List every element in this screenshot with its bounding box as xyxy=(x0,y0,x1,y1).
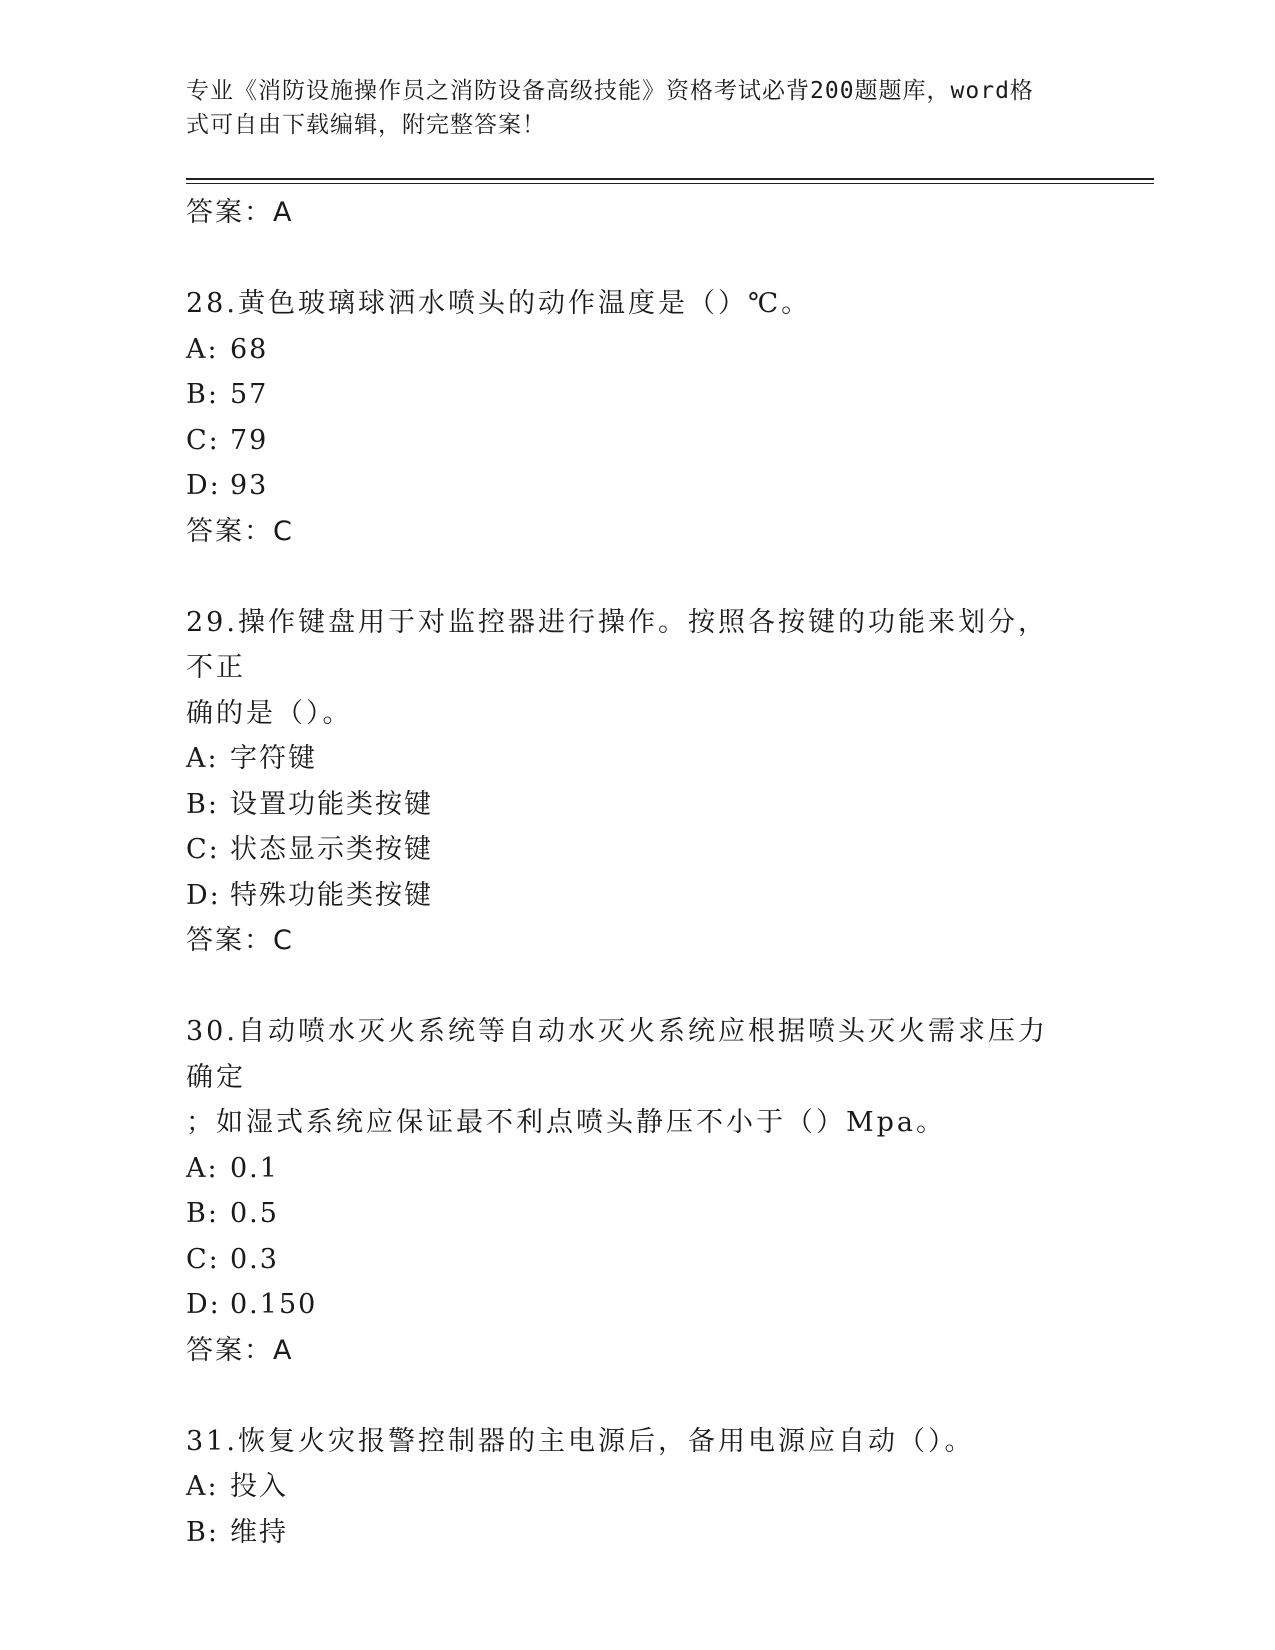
option-d xyxy=(186,1282,1086,1328)
question-text: 31.恢复火灾报警控制器的主电源后，备用电源应自动（）。 xyxy=(186,1425,975,1457)
question-block xyxy=(186,1419,1086,1556)
option-a xyxy=(186,736,1086,782)
option-c xyxy=(186,827,1086,873)
option-text: 68 xyxy=(230,333,269,365)
option-text: 79 xyxy=(230,424,269,456)
option-text: 0.150 xyxy=(230,1289,318,1320)
option-key: B: xyxy=(186,788,219,820)
option-key: C: xyxy=(186,424,220,456)
option-key: D: xyxy=(186,879,221,911)
document-header xyxy=(186,74,1066,142)
option-key: C: xyxy=(186,834,220,865)
option-c xyxy=(186,418,1086,464)
option-text: 维持 xyxy=(230,1516,288,1548)
question-text-line-2: 确的是（）。 xyxy=(186,697,353,729)
option-b xyxy=(186,372,1086,418)
question-list xyxy=(186,190,1086,1555)
option-key: A: xyxy=(186,1471,219,1502)
option-key: A: xyxy=(186,333,219,365)
option-text: 93 xyxy=(230,470,269,501)
option-text: 设置功能类按键 xyxy=(230,788,433,820)
question-text-line-1: 30.自动喷水灭火系统等自动水灭火系统应根据喷头灭火需求压力确定 xyxy=(186,1016,1048,1093)
option-b xyxy=(186,1191,1086,1237)
header-divider-thick xyxy=(186,178,1154,180)
option-d xyxy=(186,463,1086,509)
option-b xyxy=(186,782,1086,828)
option-a xyxy=(186,1146,1086,1192)
option-key: B: xyxy=(186,1198,219,1229)
option-text: 特殊功能类按键 xyxy=(230,879,433,911)
answer-line: 答案：A xyxy=(186,1334,294,1366)
spacer xyxy=(186,236,1086,282)
option-d xyxy=(186,873,1086,919)
option-key: A: xyxy=(186,1152,219,1184)
answer-line: 答案：A xyxy=(186,197,294,228)
answer-line: 答案：C xyxy=(186,515,294,547)
header-divider-thin xyxy=(186,183,1154,184)
option-a xyxy=(186,1464,1086,1510)
option-text: 0.3 xyxy=(230,1243,279,1275)
option-text: 57 xyxy=(230,379,269,410)
option-key: C: xyxy=(186,1243,220,1275)
question-text-line-2: ；如湿式系统应保证最不利点喷头静压不小于（）Mpa。 xyxy=(186,1107,947,1138)
option-a xyxy=(186,327,1086,373)
question-block xyxy=(186,600,1086,964)
question-text: 28.黄色玻璃球洒水喷头的动作温度是（）℃。 xyxy=(186,288,812,319)
option-text: 0.1 xyxy=(230,1152,279,1184)
question-block xyxy=(186,1009,1086,1373)
spacer xyxy=(186,964,1086,1010)
question-block xyxy=(186,281,1086,554)
option-key: B: xyxy=(186,379,219,410)
header-line-2: 式可自由下载编辑，附完整答案！ xyxy=(186,112,546,138)
spacer xyxy=(186,554,1086,600)
option-key: D: xyxy=(186,1289,221,1320)
question-text-line-1: 29.操作键盘用于对监控器进行操作。按照各按键的功能来划分，不正 xyxy=(186,606,1048,683)
option-key: A: xyxy=(186,743,219,774)
option-b xyxy=(186,1510,1086,1556)
option-key: D: xyxy=(186,470,221,501)
option-text: 字符键 xyxy=(230,743,317,774)
option-c xyxy=(186,1237,1086,1283)
spacer xyxy=(186,1373,1086,1419)
option-text: 0.5 xyxy=(230,1198,279,1229)
option-key: B: xyxy=(186,1516,219,1548)
answer-line: 答案：C xyxy=(186,925,294,956)
option-text: 投入 xyxy=(230,1471,288,1502)
option-text: 状态显示类按键 xyxy=(230,834,433,865)
header-line-1: 专业《消防设施操作员之消防设备高级技能》资格考试必背200题题库，word格 xyxy=(186,78,1034,104)
